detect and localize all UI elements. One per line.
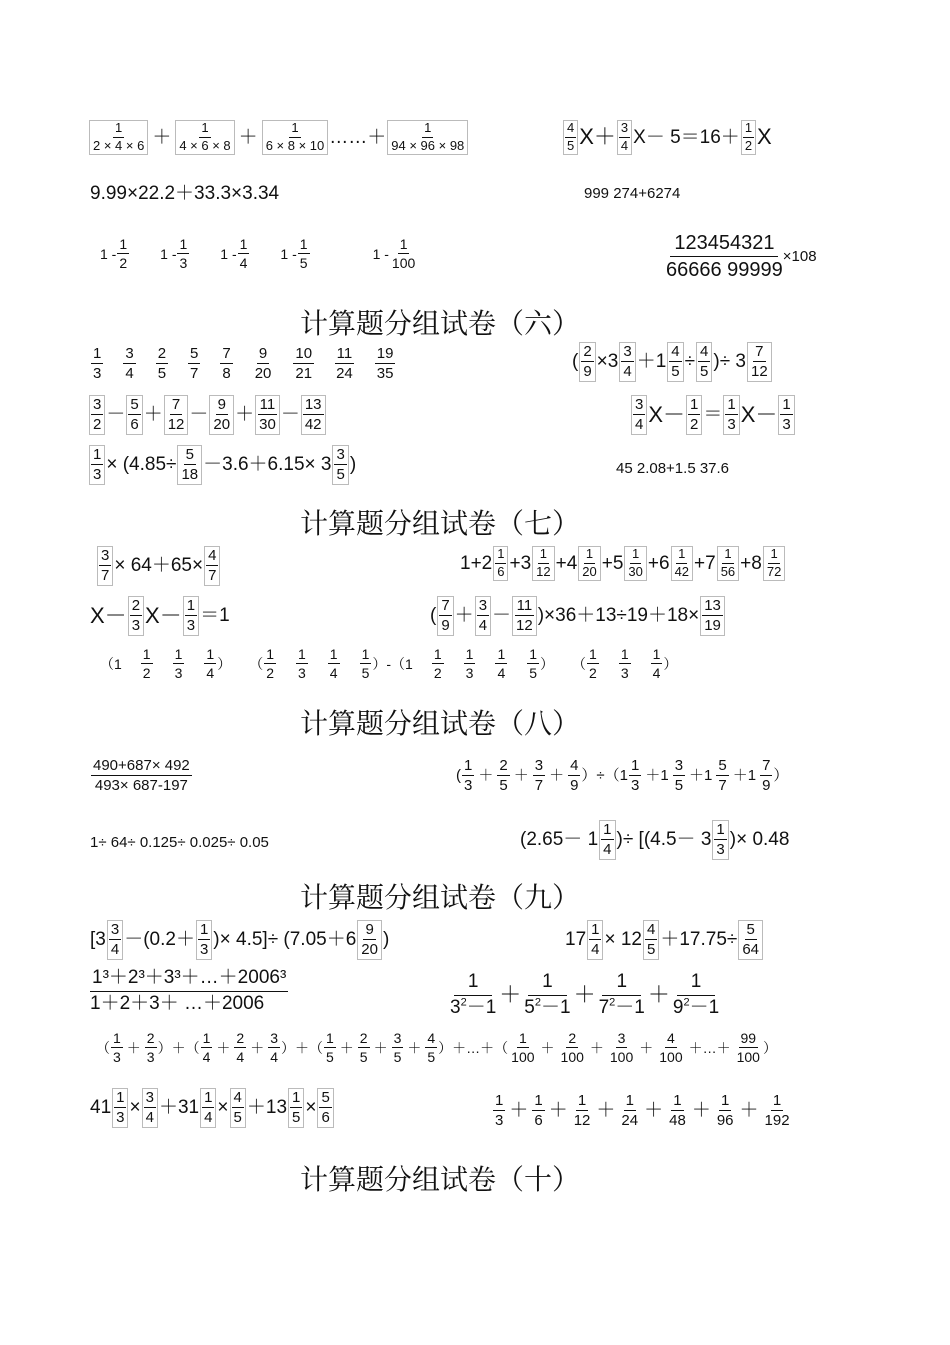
expr-equation-x3: X－ $\frac{2}{3}$ X－ $\frac{1}{3}$ ＝1 xyxy=(90,597,230,635)
expr-numbers: 999 274+6274 xyxy=(584,185,681,202)
fraction-list: $\frac{1}{3}$ $\frac{3}{4}$ $\frac{2}{5}$ $\frac{5}{7}$ $\frac{7}{8}$ $\frac{9}{20}$ $\frac{10}{21}$ $\frac{11}{24}$ $\frac{19}{35}$ xyxy=(93,345,394,383)
expr-square-fraction-sum: $\frac{1}{3^2-1}$ ＋ $\frac{1}{5^2-1}$ ＋ $\frac{1}{7^2-1}$ ＋ $\frac{1}{9^2-1}$ xyxy=(450,971,720,1018)
expr-chain-division: 1÷ 64÷ 0.125÷ 0.025÷ 0.05 xyxy=(90,834,269,851)
expr-bracket-division: [3 $\frac{3}{4}$ －(0.2＋ $\frac{1}{3}$ )× 4.5]÷ (7.05＋6 $\frac{9}{20}$ ) xyxy=(90,921,390,959)
fraction: $\frac{1}{4 \times 6 \times 8}$ xyxy=(175,120,234,155)
expr-decimal-product: 9.99×22.2＋33.3×3.34 xyxy=(90,183,280,204)
section-heading-8: 计算题分组试卷（八） xyxy=(300,707,581,740)
expr-cube-sum-ratio: $\frac{\text{1³＋2³＋3³＋…＋2006³}}{1+2+3+ \dots+2006}$ xyxy=(90,967,287,1014)
section-heading-6: 计算题分组试卷（六） xyxy=(300,307,581,340)
expr-mixed-sum: 1+2 $\frac{1}{6}$ +3 $\frac{1}{12}$ +4 $\frac{1}{20}$ +5 $\frac{1}{30}$ +6 $\frac{1}{42}$ +7 $\frac{1}{56}$ +8 $\frac{1}{72}$ xyxy=(460,546,786,581)
expr-complex-product: $\frac{1}{3}$ × (4.85÷ $\frac{5}{18}$ －3.6＋6.15× 3 $\frac{3}{5}$ ) xyxy=(88,445,356,485)
expr-mixed-products: 41 $\frac{1}{3}$ × $\frac{3}{4}$ ＋31 $\frac{1}{4}$ × $\frac{4}{5}$ ＋13 $\frac{1}{5}$ × $\frac{5}{6}$ xyxy=(90,1088,335,1128)
expr-grouped-fractions: （1 $\frac{1}{2}$ $\frac{1}{3}$ $\frac{1}{4}$ ） （ $\frac{1}{2}$ $\frac{1}{3}$ $\frac{1}{4}$ $\frac{1}{5}$ ）- （1 $\frac{1}{2}$ $\frac{1}{3}$ $\frac{1}{4}$ $\frac{1}{5}$ ） （ $\frac{1}{2}$ $\frac{1}{3}$ $\frac{1}{4}$ ） xyxy=(100,646,678,682)
fraction: $\frac{1}{2 \times 4 \times 6}$ xyxy=(89,120,148,155)
expr-mixed-product-sum: 17 $\frac{1}{4}$ × 12 $\frac{4}{5}$ ＋17.75÷ $\frac{5}{64}$ xyxy=(565,920,764,960)
section-heading-9: 计算题分组试卷（九） xyxy=(300,881,581,914)
expr-equation-x2: $\frac{3}{4}$ X－ $\frac{1}{2}$ ＝ $\frac{1}{3}$ X－ $\frac{1}{3}$ xyxy=(630,395,796,435)
expr-one-minus-series: 1 - $\frac{1}{2}$ 1 - $\frac{1}{3}$ 1 - $\frac{1}{4}$ 1 - $\frac{1}{5}$ 1 - $\frac{1}{100}$ xyxy=(100,236,416,272)
expr-fraction-alternating: $\frac{3}{2}$ － $\frac{5}{6}$ ＋ $\frac{7}{12}$ － $\frac{9}{20}$ ＋ $\frac{11}{30}$ － $\frac{13}{42}$ xyxy=(88,395,327,435)
fraction: $\frac{1}{94 \times 96 \times 98}$ xyxy=(387,120,468,155)
expr-numbers-2: 45 2.08+1.5 37.6 xyxy=(616,460,730,477)
expr-grouped-sum-series: （ $\frac{1}{3}$ ＋ $\frac{2}{3}$ ）＋（ $\frac{1}{4}$ ＋ $\frac{2}{4}$ ＋ $\frac{3}{4}$ ）＋（ $\frac{1}{5}$ ＋ $\frac{2}{5}$ ＋ $\frac{3}{5}$ ＋ $\frac{4}{5}$ ）＋…＋（ $\frac{1}{100}$ ＋ $\frac{2}{100}$ ＋ $\frac{3}{100}$ ＋ $\frac{4}{100}$ ＋…＋ $\frac{99}{100}$ ） xyxy=(96,1030,777,1066)
expr-mixed-division: ( $\frac{2}{9}$ ×3 $\frac{3}{4}$ ＋1 $\frac{4}{5}$ ÷ $\frac{4}{5}$ )÷ 3 $\frac{7}{12}$ xyxy=(572,342,773,382)
expr-series-sum: $\frac{1}{2 \times 4 \times 6}$ ＋ $\frac{1}{4 \times 6 \times 8}$ ＋ $\frac{1}{6 \times 8 \times 10}$ …… ＋ $\frac{1}{94 \times 96 \times 98}$ xyxy=(88,120,469,155)
expr-mixed-brackets: (2.65－ 1 $\frac{1}{4}$ )÷ [(4.5－ 3 $\frac{1}{3}$ )× 0.48 xyxy=(520,821,790,859)
expr-geometric-sum: $\frac{1}{3}$ ＋ $\frac{1}{6}$ ＋ $\frac{1}{12}$ ＋ $\frac{1}{24}$ ＋ $\frac{1}{48}$ ＋ $\frac{1}{96}$ ＋ $\frac{1}{192}$ xyxy=(495,1092,790,1130)
section-heading-7: 计算题分组试卷（七） xyxy=(300,507,581,540)
fraction: $\frac{1}{6 \times 8 \times 10}$ xyxy=(262,120,329,155)
expr-equation-x: $\frac{4}{5}$ X＋ $\frac{3}{4}$ X－ 5＝16＋ $\frac{1}{2}$ X xyxy=(562,120,772,155)
expr-sum-quotient: ( $\frac{1}{3}$ ＋ $\frac{2}{5}$ ＋ $\frac{3}{7}$ ＋ $\frac{4}{9}$ ）÷（1 $\frac{1}{3}$ ＋1 $\frac{3}{5}$ ＋1 $\frac{5}{7}$ ＋1 $\frac{7}{9}$ ） xyxy=(456,757,789,795)
expr-large-fraction: $\frac{123454321}{66666 99999}$ ×108 xyxy=(666,232,817,281)
expr-bracket-product: ( $\frac{7}{9}$ ＋ $\frac{3}{4}$ － $\frac{11}{12}$ )×36＋13÷19＋18× $\frac{13}{19}$ xyxy=(430,596,726,636)
section-heading-10: 计算题分组试卷（十） xyxy=(300,1163,581,1196)
expr-fraction-quotient: $\frac{490+687\times 492}{493\times 687-197}$ xyxy=(93,757,190,795)
expr-distributive: $\frac{3}{7}$ × 64＋65× $\frac{4}{7}$ xyxy=(96,546,221,586)
ellipsis: …… xyxy=(329,126,368,148)
